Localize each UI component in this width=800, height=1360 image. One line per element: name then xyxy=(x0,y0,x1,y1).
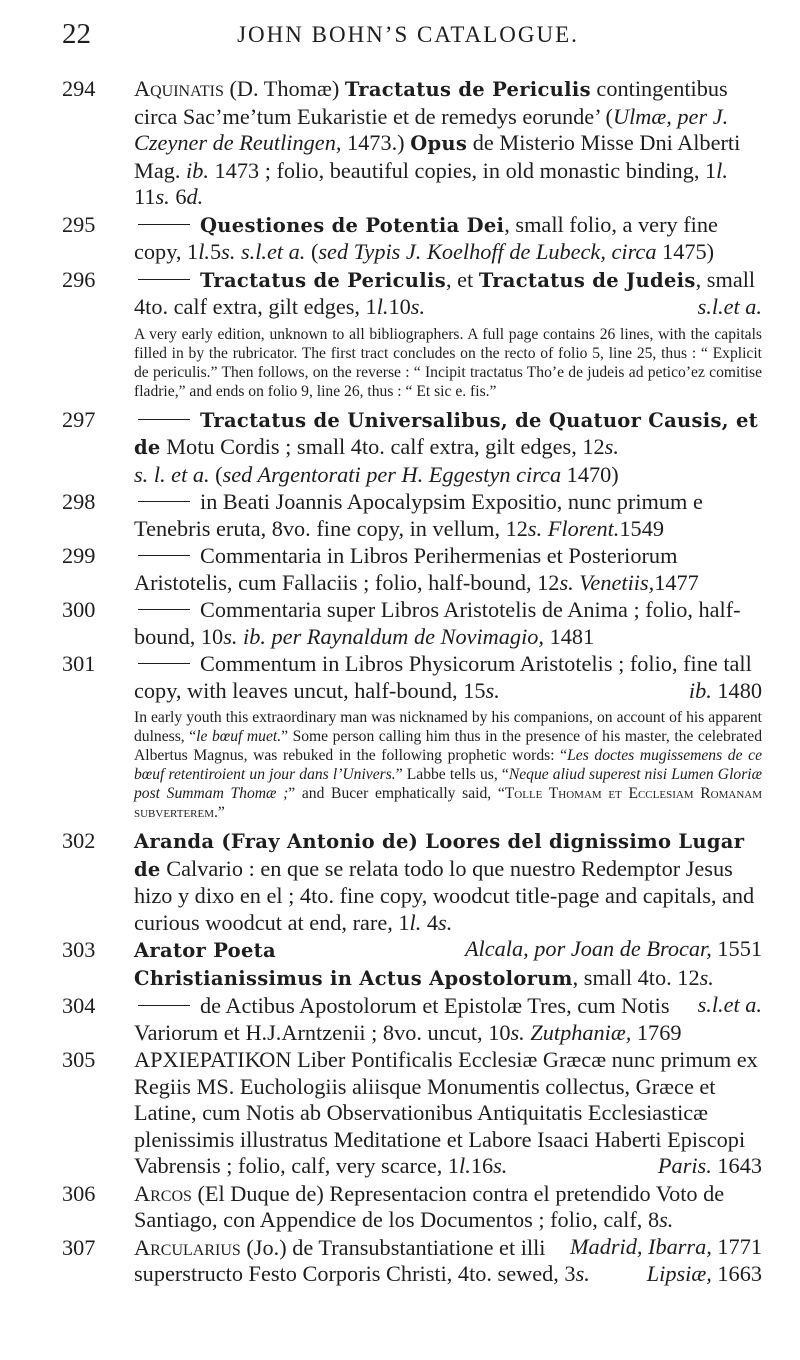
imprint: Madrid, Ibarra, 1771 xyxy=(569,1233,762,1259)
ditto-dash xyxy=(138,279,190,280)
blackletter-title: Tractatus de Periculis xyxy=(200,268,446,292)
entry-number: 306 xyxy=(62,1180,96,1206)
imprint: s.l.et a. xyxy=(697,294,762,319)
catalogue-entry: 306 Arcos (El Duque de) Representacion contra el pretendido Voto de Santiago, con Appendice de los Documentos ; folio, calf, 8s. Madrid, Ibarra, 1771 xyxy=(62,1180,762,1259)
catalogue-entry: 297 Tractatus de Universalibus, de Quatuor Causis, et de Motu Cordis ; small 4to. calf extra, gilt edges, 12s. s. l. et a. (sed Argentorati per H. Eggestyn circa 1470) xyxy=(62,406,758,487)
entry-number: 305 xyxy=(62,1047,96,1072)
ditto-dash xyxy=(138,663,190,664)
entry-author: Arcularius xyxy=(134,1234,241,1260)
entry-number: 304 xyxy=(62,993,96,1018)
entry-number: 301 xyxy=(62,651,96,676)
running-title: JOHN BOHN’S CATALOGUE. xyxy=(237,22,579,47)
ditto-dash xyxy=(138,1005,190,1006)
blackletter-title: Tractatus de Judeis xyxy=(478,268,696,292)
entry-author: Arcos xyxy=(134,1180,192,1206)
catalogue-entry: 301 Commentum in Libros Physicorum Aristotelis ; folio, fine tall copy, with leaves uncut, half-bound, 15s. ib. 1480 In early youth this extraordinary man was nicknamed by his companions, on account of his apparent dulness, “le bœuf muet.” Some person calling him thus in the presence of his master, the celebrated Albertus Magnus, was rebuked in the following prophetic words: “Les doctes mugissemens de ce bœuf retentiroient un jour dans l’Univers.” Labbe tells us, “Neque aliud superest nisi Lumen Gloriæ post Summam Thomæ ;” and Bucer emphatically said, “Tolle Thomam et Ecclesiam Romanam subverterem.” xyxy=(62,651,763,821)
entry-number: 294 xyxy=(62,76,96,101)
imprint: Paris. 1643 xyxy=(657,1153,762,1178)
catalogue-entry: 303 Arator Poeta Christianissimus in Actus Apostolorum, small 4to. 12s. s.l.et a. xyxy=(62,937,762,1017)
catalogue-entry: 294 Aquinatis (D. Thomæ) Tractatus de Periculis contingentibus circa Sac’me’tum Eukaristie et de remedys eorunde’ (Ulmæ, per J. Czeyner de Reutlingen, 1473.) Opus de Misterio Misse Dni Alberti Mag. ib. 1473 ; folio, beautiful copies, in old monastic binding, 1l. 11s. 6d. xyxy=(62,76,741,209)
catalogue-entry: 296 Tractatus de Periculis, et Tractatus de Judeis, small 4to. calf extra, gilt edges, 1l.10s. s.l.et a. A very early edition, unknown to all bibliographers. A full page contains 26 lines, with the capitals filled in by the rubricator. The first tract concludes on the recto of folio 5, line 25, thus : “ Explicit de periculis.” Then follows, on the reverse : “ Incipit tractatus Tho’e de judeis ad petico’ez comitise fladrie,” and ends on folio 9, line 26, thus : “ Et sic e. fis.” xyxy=(62,266,762,400)
ditto-dash xyxy=(138,609,190,610)
catalogue-entry: 298 in Beati Joannis Apocalypsim Expositio, nunc primum e Tenebris eruta, 8vo. fine copy, in vellum, 12s. Florent.1549 xyxy=(62,489,703,541)
entry-number: 297 xyxy=(62,406,96,432)
blackletter-title: Opus xyxy=(410,132,468,155)
entry-note: A very early edition, unknown to all bibliographers. A full page contains 26 lines, with the capitals filled in by the rubricator. The first tract concludes on the recto of folio 5, line 25, thus : “ Explicit de periculis.” Then follows, on the reverse : “ Incipit tractatus Tho’e de judeis ad petico’ez comitise fladrie,” and ends on folio 9, line 26, thus : “ Et sic e. fis.” xyxy=(134,325,762,400)
ditto-dash xyxy=(138,501,190,502)
entry-number: 295 xyxy=(62,211,96,237)
catalogue-entry: 307 Arcularius (Jo.) de Transubstantiatione et illi superstructo Festo Corporis Christi, 4to. sewed, 3s. Lipsiæ, 1663 xyxy=(62,1234,762,1286)
entry-number: 298 xyxy=(62,489,96,514)
entry-number: 303 xyxy=(62,937,96,962)
blackletter-title: Aranda (Fray Antonio de) Loores del dignissimo Lugar de xyxy=(134,830,745,881)
entry-number: 300 xyxy=(62,597,96,622)
catalogue-entries xyxy=(62,76,762,1289)
catalogue-entry: 300 Commentaria super Libros Aristotelis de Anima ; folio, half-bound, 10s. ib. per Raynaldum de Novimagio, 1481 xyxy=(62,597,741,649)
greek-title: ΑΡΧΙΕΡΑΤΙΚΟΝ xyxy=(134,1047,292,1072)
entry-number: 299 xyxy=(62,543,96,568)
blackletter-title: Tractatus de Periculis xyxy=(344,78,591,101)
blackletter-title: Questiones de Potentia Dei xyxy=(200,213,505,237)
entry-number: 296 xyxy=(62,266,96,292)
imprint: ib. 1480 xyxy=(688,677,762,703)
imprint: Lipsiæ, 1663 xyxy=(646,1261,762,1286)
catalogue-entry: 305 ΑΡΧΙΕΡΑΤΙΚΟΝ Liber Pontificalis Ecclesiæ Græcæ nunc primum ex Regiis MS. Euchologiis aliisque Monumentis collectus, Græce et Latine, cum Notis ab Observationibus Antiquitatis Ecclesiasticæ plenissimis illustratus Meditatione et Labore Isaaci Haberti Episcopi Vabrensis ; folio, calf, very scarce, 1l.16s. Paris. 1643 xyxy=(62,1047,762,1178)
catalogue-entry: 304 de Actibus Apostolorum et Epistolæ Tres, cum Notis Variorum et H.J.Arntzenii ; 8vo. uncut, 10s. Zutphaniæ, 1769 xyxy=(62,993,682,1045)
ditto-dash xyxy=(138,224,190,225)
page-number: 22 xyxy=(62,18,91,50)
entry-number: 302 xyxy=(62,828,96,853)
catalogue-entry: 299 Commentaria in Libros Perihermenias et Posteriorum Aristotelis, cum Fallaciis ; folio, half-bound, 12s. Venetiis,1477 xyxy=(62,543,699,595)
blackletter-title: Arator Poeta Christianissimus in Actus Apostolorum xyxy=(134,939,573,990)
catalogue-entry: 302 Aranda (Fray Antonio de) Loores del dignissimo Lugar de Calvario : en que se relata todo lo que nuestro Redemptor Jesus hizo y dixo en el ; 4to. fine copy, woodcut title-page and capitals, and curious woodcut at end, rare, 1l. 4s. Alcala, por Joan de Brocar, 1551 xyxy=(62,828,762,961)
page-header xyxy=(58,6,758,58)
entry-number: 307 xyxy=(62,1234,96,1260)
ditto-dash xyxy=(138,419,190,420)
imprint: s.l.et a. xyxy=(697,992,762,1017)
blackletter-title: Tractatus de Universalibus, de Quatuor Causis, et de xyxy=(134,408,758,459)
ditto-dash xyxy=(138,555,190,556)
imprint: Alcala, por Joan de Brocar, 1551 xyxy=(464,936,762,961)
catalogue-entry: 295 Questiones de Potentia Dei, small folio, a very fine copy, 1l.5s. s.l.et a. (sed Typis J. Koelhoff de Lubeck, circa 1475) xyxy=(62,211,718,264)
entry-author: Aquinatis xyxy=(134,76,224,101)
entry-note: In early youth this extraordinary man was nicknamed by his companions, on account of his apparent dulness, “le bœuf muet.” Some person calling him thus in the presence of his master, the celebrated Albertus Magnus, was rebuked in the following prophetic words: “Les doctes mugissemens de ce bœuf retentiroient un jour dans l’Univers.” Labbe tells us, “Neque aliud superest nisi Lumen Gloriæ post Summam Thomæ ;” and Bucer emphatically said, “Tolle Thomam et Ecclesiam Romanam subverterem.” xyxy=(134,709,763,821)
